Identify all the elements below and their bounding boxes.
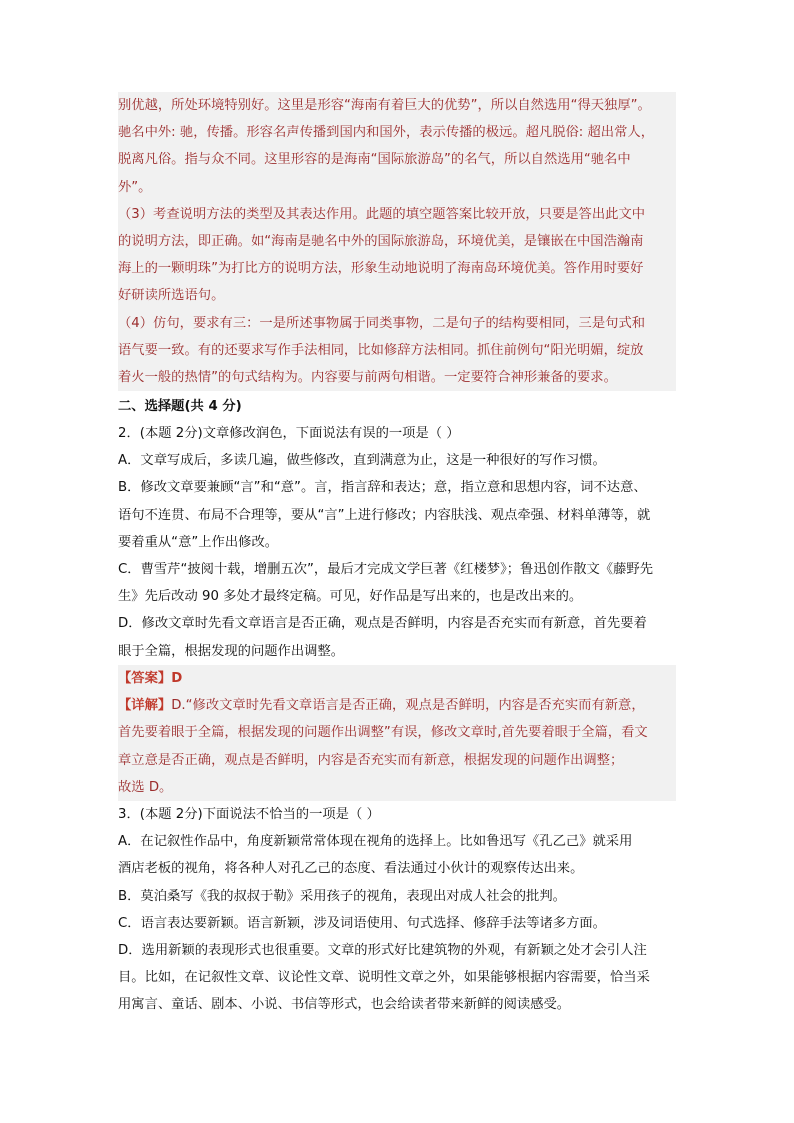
option-c-cont: 生》先后改动 90 多处才最终定稿。可见，好作品是写出来的，也是改出来的。 — [118, 589, 583, 605]
option-a-cont: 酒店老板的视角，将各种人对孔乙己的态度、看法通过小伙计的观察传达出来。 — [118, 861, 584, 877]
explanation-line: 脱离凡俗。指与众不同。这里形容的是海南“国际旅游岛”的名气，所以自然选用“驰名中 — [118, 152, 631, 168]
detail-label: 【详解】 — [118, 698, 172, 714]
detail-line: 章立意是否正确，观点是否鲜明，内容是否充实而有新意，根据发现的问题作出调整； — [118, 752, 624, 768]
explanation-line: 外”。 — [118, 179, 152, 195]
answer-value: D — [171, 671, 183, 686]
explanation-line: 语气要一致。有的还要求写作手法相同，比如修辞方法相同。抓住前例句“阳光明媚，绽放 — [118, 342, 644, 358]
explanation-line: 别优越，所处环境特别好。这里是形容“海南有着巨大的优势”，所以自然选用“得天独厚”。 — [118, 98, 651, 113]
option-d-cont: 用寓言、童话、剧本、小说、书信等形式，也会给读者带来新鲜的阅读感受。 — [118, 997, 571, 1013]
detail-line: 故选 D。 — [118, 779, 173, 795]
section-title-block — [118, 393, 676, 420]
explanation-line: （4）仿句，要求有三：一是所述事物属于同类事物，二是句子的结构要相同，三是句式和 — [118, 315, 646, 331]
option-d: D．修改文章时先看文章语言是否正确，观点是否鲜明，内容是否充实而有新意，首先要着 — [118, 616, 647, 632]
question-2 — [118, 420, 676, 665]
option-b-cont: 要着重从“意”上作出修改。 — [118, 534, 279, 550]
option-b: B．修改文章要兼顾“言”和“意”。言，指言辞和表达；意，指立意和思想内容，词不达意、 — [118, 480, 647, 496]
option-a: A．在记叙性作品中，角度新颖常常体现在视角的选择上。比如鲁迅写《孔乙己》就采用 — [118, 834, 633, 850]
explanation-line: 驰名中外: 驰，传播。形容名声传播到国内和国外，表示传播的极远。超凡脱俗: 超出常人， — [118, 125, 654, 141]
question-stem: 3．(本题 2分)下面说法不恰当的一项是（ ） — [118, 807, 380, 822]
option-d-cont: 眼于全篇，根据发现的问题作出调整。 — [118, 643, 345, 659]
option-d: D．选用新颖的表现形式也很重要。文章的形式好比建筑物的外观，有新颖之处才会引人注 — [118, 942, 647, 958]
explanation-line: 好研读所选语句。 — [118, 288, 225, 304]
option-c: C．语言表达要新颖。语言新颖，涉及词语使用、句式选择、修辞手法等诸多方面。 — [118, 915, 606, 931]
answer-label: 【答案】 — [118, 671, 172, 686]
question-stem: 2．(本题 2分)文章修改润色，下面说法有误的一项是（ ） — [118, 426, 460, 441]
section-title: 二、选择题(共 4 分) — [118, 399, 242, 414]
detail-line — [118, 692, 676, 719]
explanation-block — [118, 92, 676, 391]
option-d-cont: 目。比如，在记叙性文章、议论性文章、说明性文章之外，如果能够根据内容需要，恰当采 — [118, 970, 650, 986]
option-c: C．曹雪芹“披阅十载，增删五次”，最后才完成文学巨著《红楼梦》；鲁迅创作散文《藤野先 — [118, 561, 653, 577]
question-3 — [118, 801, 676, 1019]
option-a: A．文章写成后，多读几遍，做些修改，直到满意为止，这是一种很好的写作习惯。 — [118, 453, 606, 469]
option-b-cont: 语句不连贯、布局不合理等，要从“言”上进行修改；内容肤浅、观点牵强、材料单薄等，就 — [118, 507, 651, 523]
explanation-line: 着火一般的热情”的句式结构为。内容要与前两句相谐。一定要符合神形兼备的要求。 — [118, 369, 617, 385]
q2-answer-block — [118, 665, 676, 801]
explanation-line: （3）考查说明方法的类型及其表达作用。此题的填空题答案比较开放，只要是答出此文中 — [118, 206, 646, 222]
answer-line — [118, 665, 676, 692]
explanation-line: 的说明方法，即正确。如“海南是驰名中外的国际旅游岛，环境优美，是镶嵌在中国浩瀚南 — [118, 233, 644, 249]
option-b: B．莫泊桑写《我的叔叔于勒》采用孩子的视角，表现出对成人社会的批判。 — [118, 888, 566, 904]
detail-text: D.“修改文章时先看文章语言是否正确，观点是否鲜明，内容是否充实而有新意， — [171, 698, 645, 714]
explanation-line: 海上的一颗明珠”为打比方的说明方法，形象生动地说明了海南岛环境优美。答作用时要好 — [118, 261, 644, 277]
detail-line: 首先要着眼于全篇，根据发现的问题作出调整”有误，修改文章时,首先要着眼于全篇，看文 — [118, 725, 648, 741]
